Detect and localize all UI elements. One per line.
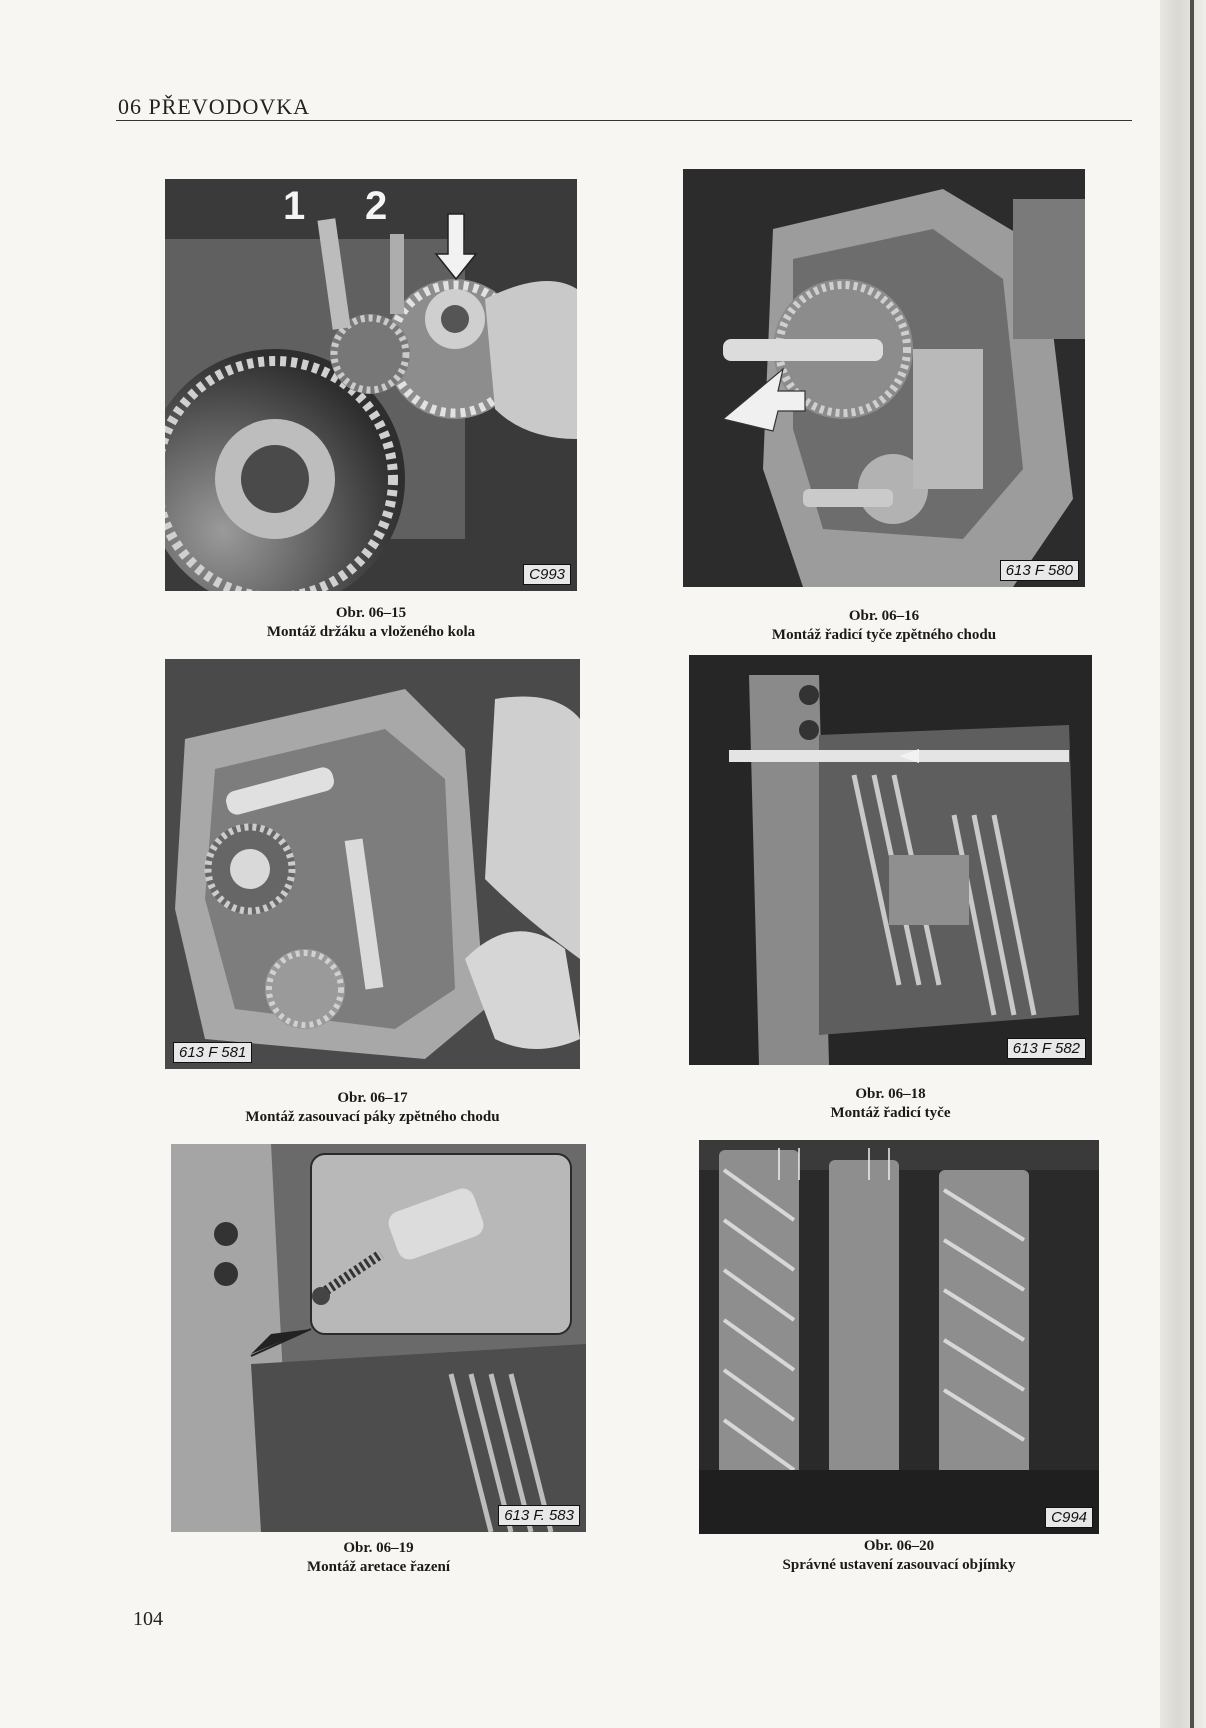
photo-reverse-lever bbox=[165, 659, 580, 1069]
figure-title: Montáž držáku a vloženého kola bbox=[266, 624, 476, 640]
figure-title: Správné ustavení zasouvací objímky bbox=[782, 1557, 1016, 1573]
figure-number: Obr. 06–16 bbox=[848, 608, 920, 624]
figure-caption bbox=[165, 1089, 580, 1127]
page-number: 104 bbox=[133, 1608, 163, 1630]
svg-text:1: 1 bbox=[283, 184, 306, 228]
figure-number: Obr. 06–20 bbox=[863, 1538, 935, 1554]
photo-label: 613 F 582 bbox=[1007, 1038, 1086, 1059]
figure-caption bbox=[683, 607, 1085, 645]
figure-title: Montáž řadicí tyče bbox=[830, 1105, 951, 1121]
figure-caption bbox=[171, 1539, 586, 1577]
figure-caption bbox=[689, 1085, 1092, 1123]
photo-label: 613 F 580 bbox=[1000, 560, 1079, 581]
figure-caption bbox=[699, 1537, 1099, 1575]
photo-label: 613 F. 583 bbox=[498, 1505, 580, 1526]
figure-title: Montáž aretace řazení bbox=[307, 1559, 450, 1575]
photo-reverse-shift-rod bbox=[683, 169, 1085, 587]
photo-label: C993 bbox=[523, 564, 571, 585]
photo-gear-holder bbox=[165, 179, 577, 591]
figure-title: Montáž zasouvací páky zpětného chodu bbox=[245, 1109, 500, 1125]
binding-shadow bbox=[1190, 0, 1194, 1728]
page-edge bbox=[1160, 0, 1206, 1728]
photo-shift-detent bbox=[171, 1144, 586, 1532]
photo-sliding-sleeve bbox=[699, 1140, 1099, 1534]
figure-title: Montáž řadicí tyče zpětného chodu bbox=[771, 627, 997, 643]
photo-label: C994 bbox=[1045, 1507, 1093, 1528]
chapter-header: 06 PŘEVODOVKA bbox=[118, 94, 311, 119]
figure-number: Obr. 06–18 bbox=[855, 1086, 926, 1102]
figure-number: Obr. 06–17 bbox=[337, 1090, 408, 1106]
photo-label: 613 F 581 bbox=[173, 1042, 252, 1063]
photo-shift-rod bbox=[689, 655, 1092, 1065]
figure-number: Obr. 06–19 bbox=[343, 1540, 414, 1556]
header-rule bbox=[116, 120, 1132, 121]
svg-text:2: 2 bbox=[365, 184, 388, 228]
figure-number: Obr. 06–15 bbox=[335, 605, 407, 621]
figure-caption bbox=[165, 604, 577, 642]
